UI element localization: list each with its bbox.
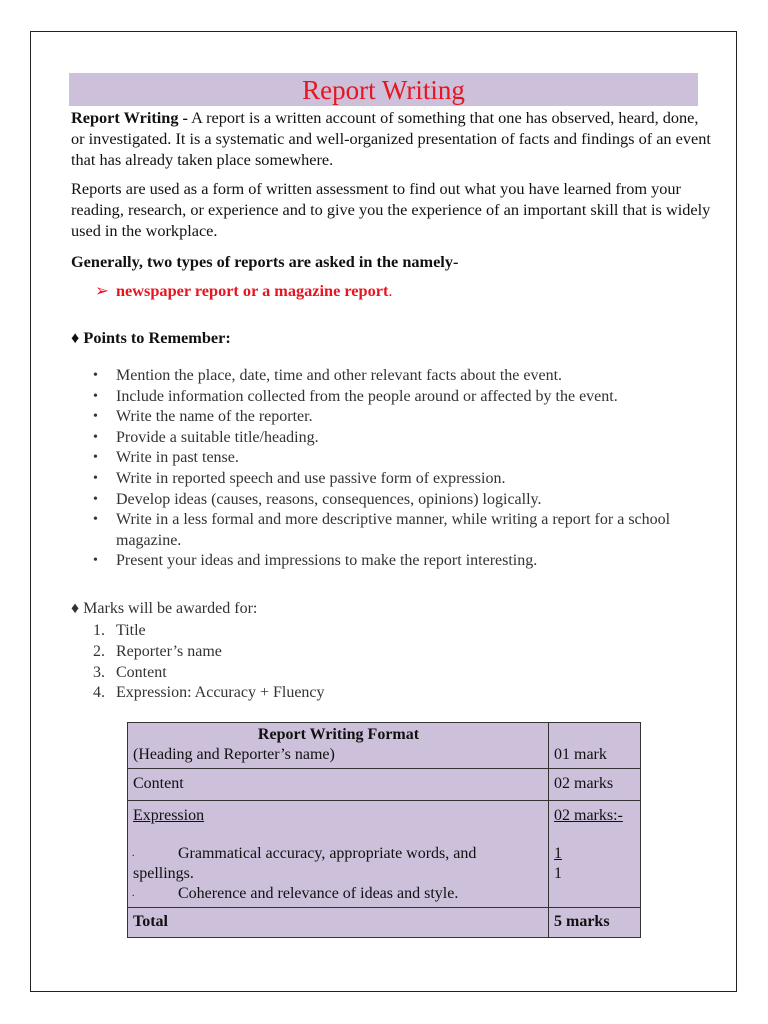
intro-term: Report Writing - [71, 108, 188, 127]
sub-item-continued: spellings. [133, 865, 194, 882]
table-row [128, 769, 641, 801]
arrow-bullet-icon: ➢ [95, 281, 109, 300]
list-item: 2. Reporter’s name [93, 642, 222, 660]
list-item: • Provide a suitable title/heading. [93, 428, 693, 449]
page-title: Report Writing [69, 73, 698, 106]
table-cell: 02 marks [549, 769, 641, 801]
marks-list [93, 621, 325, 704]
sub-item: . Coherence and relevance of ideas and style. [132, 885, 459, 902]
row3-marks: 02 marks:- [554, 807, 623, 824]
table-cell [128, 723, 549, 769]
total-marks: 5 marks [554, 913, 610, 930]
list-item: • Write in past tense. [93, 448, 693, 469]
list-item: • Mention the place, date, time and other relevant facts about the event. [93, 366, 693, 387]
diamond-icon: ♦ [71, 328, 80, 347]
intro-text: A report is a written account of something that one has observed, heard, done, or investigated. It is a systematic and well-organized presentation of facts and findings of an event that has already taken place somewhere. [71, 108, 711, 169]
row1-marks: 01 mark [554, 746, 607, 763]
marks-heading [71, 600, 257, 618]
table-row [128, 801, 641, 908]
total-label: Total [133, 913, 168, 930]
types-heading: Generally, two types of reports are asked in the namely- [71, 252, 459, 271]
table-row [128, 723, 641, 769]
list-item: • Write in a less formal and more descriptive manner, while writing a report for a school magazine. [93, 510, 693, 551]
list-item: • Write the name of the reporter. [93, 407, 693, 428]
list-item: 1. Title [93, 622, 146, 639]
format-table-heading: Report Writing Format [257, 726, 420, 743]
table-cell [128, 801, 549, 908]
points-heading-text: Points to Remember: [83, 328, 231, 347]
purpose-paragraph: Reports are used as a form of written assessment to find out what you have learned from your reading, research, or experience and to give you the experience of an important skill that is widely used in the workplace. [71, 179, 711, 240]
types-list-item [95, 281, 392, 301]
sub-item: . Grammatical accuracy, appropriate words, and [132, 845, 477, 862]
table-cell [549, 908, 641, 938]
marks-heading-text: Marks will be awarded for: [83, 600, 258, 617]
types-item-text: newspaper report or a magazine report [116, 281, 389, 300]
list-item: 4. Expression: Accuracy + Fluency [93, 684, 325, 702]
list-item: • Develop ideas (causes, reasons, consequences, opinions) logically. [93, 490, 693, 511]
table-cell [128, 908, 549, 938]
intro-paragraph [71, 107, 711, 170]
diamond-icon: ♦ [71, 600, 80, 617]
points-heading [71, 328, 231, 348]
types-item-end: . [388, 281, 393, 300]
list-item: • Write in reported speech and use passive form of expression. [93, 469, 693, 490]
row1-desc: (Heading and Reporter’s name) [133, 746, 335, 763]
list-item: • Present your ideas and impressions to make the report interesting. [93, 551, 693, 572]
format-table [127, 722, 641, 938]
list-item: 3. Content [93, 663, 167, 681]
table-cell: Content [128, 769, 549, 801]
list-item: • Include information collected from the people around or affected by the event. [93, 387, 693, 408]
points-list [93, 366, 693, 572]
table-cell [549, 801, 641, 908]
row3-desc: Expression [133, 807, 205, 824]
sub1-marks: 1 [554, 845, 562, 862]
sub2-marks: 1 [554, 865, 562, 882]
table-cell [549, 723, 641, 769]
table-row [128, 908, 641, 938]
